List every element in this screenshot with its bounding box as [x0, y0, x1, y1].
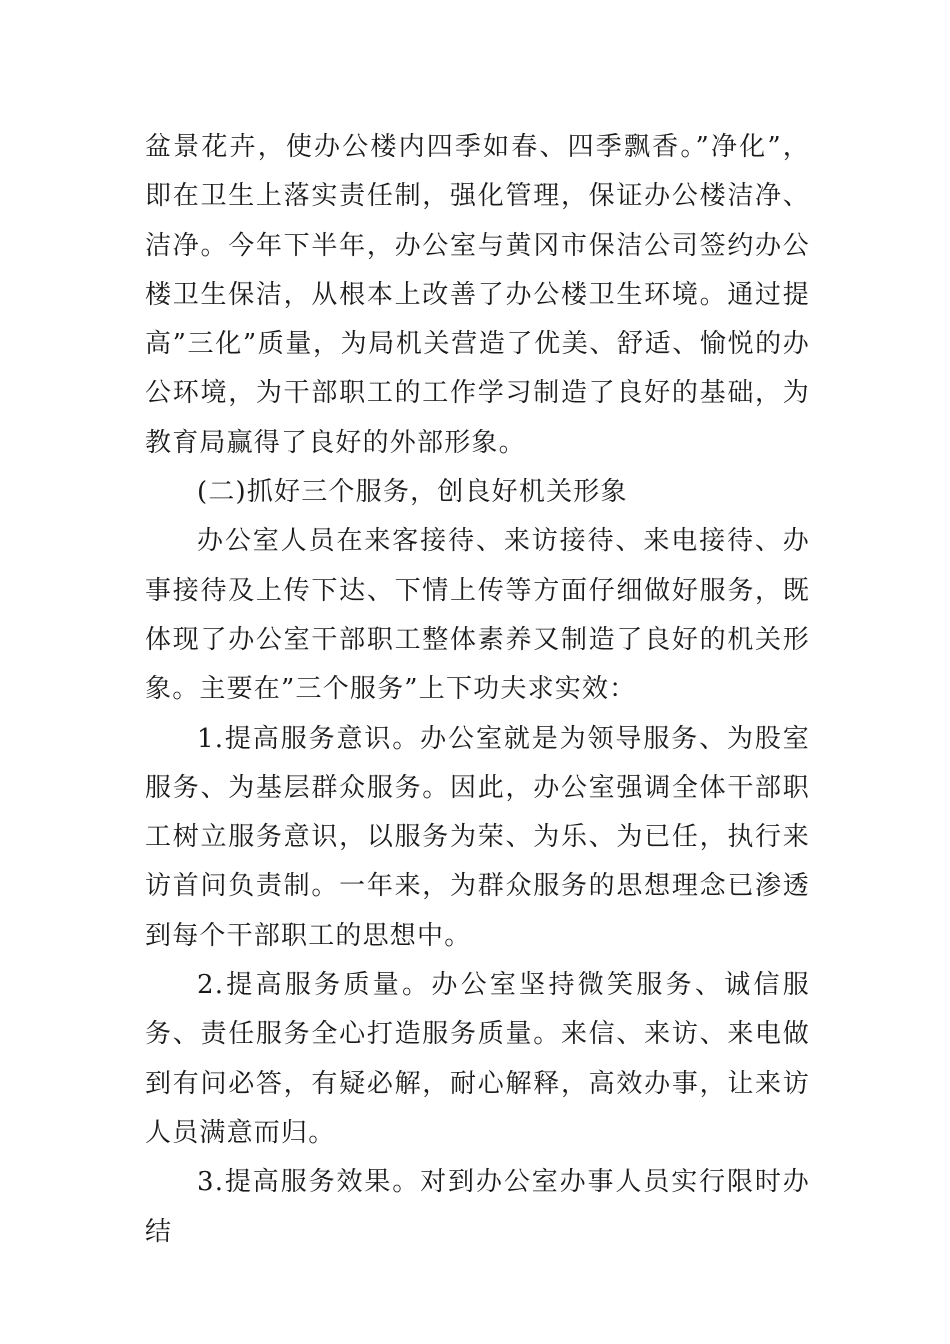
paragraph-service-effect: 3.提高服务效果。对到办公室办事人员实行限时办结 [145, 1167, 810, 1247]
paragraph-service-quality: 2.提高服务质量。办公室坚持微笑服务、诚信服务、责任服务全心打造服务质量。来信、来访、来电做到有问必答，有疑必解，耐心解释，高效办事，让来访人员满意而归。 [145, 970, 810, 1148]
paragraph-environment-continuation: 盆景花卉，使办公楼内四季如春、四季飘香。”净化”，即在卫生上落实责任制，强化管理，保证办公楼洁净、洁净。今年下半年，办公室与黄冈市保洁公司签约办公楼卫生保洁，从根本上改善了办公楼卫生环境。通过提高”三化”质量，为局机关营造了优美、舒适、愉悦的办公环境，为干部职工的工作学习制造了良好的基础，为教育局赢得了良好的外部形象。 [145, 132, 810, 458]
paragraph-service-awareness: 1.提高服务意识。办公室就是为领导服务、为股室服务、为基层群众服务。因此，办公室强调全体干部职工树立服务意识，以服务为荣、为乐、为已任，执行来访首问负责制。一年来，为群众服务的思想理念已渗透到每个干部职工的思想中。 [145, 723, 810, 951]
document-body [145, 123, 810, 1257]
paragraph-services-intro: 办公室人员在来客接待、来访接待、来电接待、办事接待及上传下达、下情上传等方面仔细做好服务，既体现了办公室干部职工整体素养又制造了良好的机关形象。主要在”三个服务”上下功夫求实效： [145, 526, 810, 705]
section-heading-three-services: (二)抓好三个服务，创良好机关形象 [197, 477, 628, 508]
